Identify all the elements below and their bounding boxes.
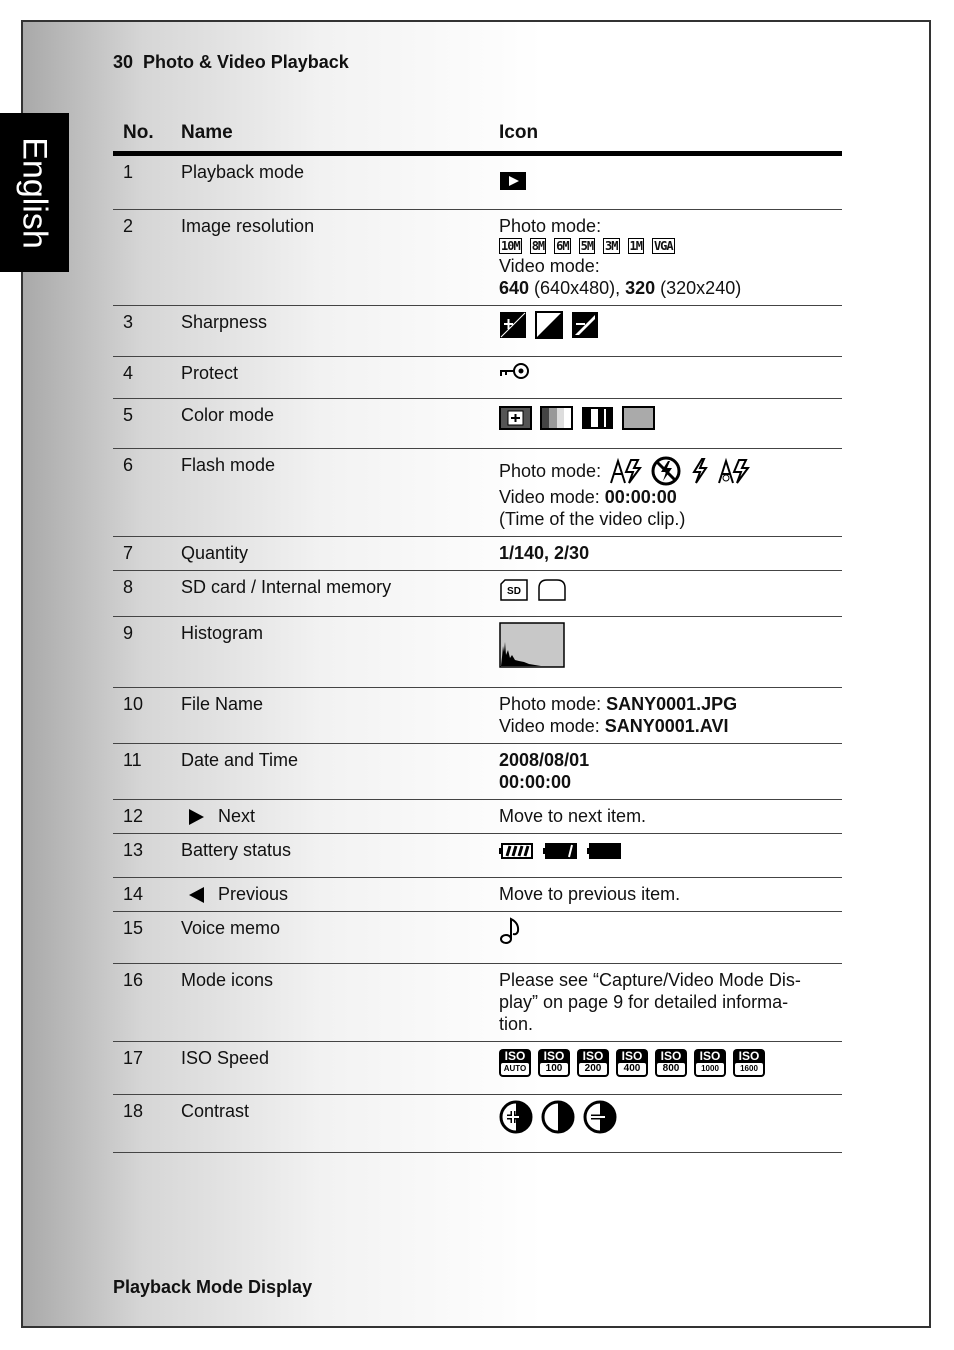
row-icon-cell [499,571,842,617]
filename-photo-value: SANY0001.JPG [606,694,738,714]
video-320-value: 320 [625,278,656,298]
mode-icons-desc-line: play” on page 9 for detailed informa- [499,992,789,1012]
iso-label: ISO [504,1049,526,1063]
row-number: 2 [113,210,171,306]
row-number: 11 [113,744,171,800]
flash-off-icon [651,456,681,486]
row-number: 12 [113,800,171,834]
iso-value: 100 [540,1063,568,1075]
resolution-vga-icon: VGA [653,239,673,253]
row-number: 16 [113,964,171,1042]
contrast-low-icon [583,1100,617,1134]
iso-auto-icon [499,1049,531,1077]
row-name: Mode icons [171,964,499,1042]
color-mode-sepia-icon [540,406,573,430]
resolution-8m-icon: 8M [531,239,545,253]
flash-auto-icon [609,457,643,485]
table-row [113,1042,842,1095]
table-row [113,834,842,878]
row-number: 8 [113,571,171,617]
voice-memo-icon [499,917,523,945]
row-icon-cell [499,1042,842,1095]
row-name: File Name [171,688,499,744]
sharpness-sharp-icon [499,311,527,339]
playback-mode-icon [499,171,527,191]
row-name: Contrast [171,1095,499,1153]
battery-full-icon [499,842,533,860]
table-row [113,617,842,688]
row-icon-cell [499,210,842,306]
mode-icons-desc-line: Please see “Capture/Video Mode Dis- [499,970,801,990]
photo-mode-label: Photo mode: [499,216,602,236]
row-icon-cell [499,912,842,964]
iso-800-icon [655,1049,687,1077]
video-resolution-text [499,277,836,299]
iso-value: 800 [657,1063,685,1075]
resolution-1m-icon: 1M [629,239,642,253]
row-icon-cell [499,834,842,878]
iso-label: ISO [543,1049,565,1063]
previous-description: Move to previous item. [499,878,842,912]
row-number: 17 [113,1042,171,1095]
table-row [113,800,842,834]
playback-display-table [113,118,842,1153]
row-name: Playback mode [171,154,499,210]
internal-memory-icon [537,578,567,602]
row-number: 1 [113,154,171,210]
row-name: Quantity [171,537,499,571]
time-value: 00:00:00 [499,772,572,792]
flash-red-eye-icon [717,457,751,485]
flash-video-mode-value: 00:00:00 [604,487,677,507]
row-name: Voice memo [171,912,499,964]
table-row [113,571,842,617]
row-number: 10 [113,688,171,744]
iso-label: ISO [582,1049,604,1063]
row-name-cell [171,878,499,912]
resolution-10m-icon: 10M [501,239,520,253]
row-name: Sharpness [171,306,499,357]
row-icon-cell [499,1095,842,1153]
row-name-cell [171,800,499,834]
next-arrow-icon [189,809,204,825]
sharpness-normal-icon [535,311,563,339]
next-description: Move to next item. [499,800,842,834]
row-icon-cell [499,399,842,449]
language-tab [0,113,69,272]
column-header-no: No. [113,118,171,154]
row-number: 6 [113,449,171,537]
row-number: 15 [113,912,171,964]
iso-100-icon [538,1049,570,1077]
iso-value: AUTO [501,1063,529,1075]
flash-video-mode-label: Video mode: [499,487,605,507]
video-mode-label: Video mode: [499,256,600,276]
row-name: Color mode [171,399,499,449]
table-row [113,399,842,449]
row-number: 18 [113,1095,171,1153]
table-row [113,537,842,571]
row-icon-cell [499,688,842,744]
resolution-6m-icon: 6M [556,239,569,253]
flash-on-icon [689,457,709,485]
row-name: Date and Time [171,744,499,800]
row-icon-cell [499,744,842,800]
filename-video-label: Video mode: [499,716,605,736]
row-name: Histogram [171,617,499,688]
filename-photo-label: Photo mode: [499,694,607,714]
histogram-icon [499,622,565,668]
iso-label: ISO [738,1049,760,1063]
iso-1000-icon [694,1049,726,1077]
column-header-name: Name [171,118,499,154]
video-640-desc: (640x480), [529,278,626,298]
resolution-5m-icon: 5M [580,239,594,253]
video-320-desc: (320x240) [655,278,742,298]
table-row [113,210,842,306]
iso-1600-icon [733,1049,765,1077]
color-mode-bw-icon [581,406,614,430]
row-name: SD card / Internal memory [171,571,499,617]
table-row [113,912,842,964]
resolution-3m-icon: 3M [605,239,618,253]
sharpness-soft-icon [571,311,599,339]
filename-video-value: SANY0001.AVI [604,716,729,736]
table-row [113,964,842,1042]
previous-arrow-icon [189,887,204,903]
iso-value: 1600 [735,1063,763,1075]
color-mode-normal-icon [622,406,655,430]
row-icon-cell [499,449,842,537]
row-name: Flash mode [171,449,499,537]
iso-400-icon [616,1049,648,1077]
row-icon-cell [499,617,842,688]
page-footer: Playback Mode Display [113,1277,313,1297]
table-row [113,1095,842,1153]
column-header-icon: Icon [499,118,842,154]
page-number: 30 [113,52,134,72]
row-number: 14 [113,878,171,912]
contrast-normal-icon [541,1100,575,1134]
quantity-value: 1/140, 2/30 [499,537,842,571]
section-title: Photo & Video Playback [143,52,349,72]
table-row [113,357,842,399]
row-name: Battery status [171,834,499,878]
row-name: Protect [171,357,499,399]
language-tab-label: English [15,137,54,249]
iso-value: 400 [618,1063,646,1075]
mode-icons-desc-line: tion. [499,1014,534,1034]
row-icon-cell [499,357,842,399]
row-icon-cell [499,154,842,210]
row-name: Previous [218,884,289,904]
table-row [113,449,842,537]
row-name: ISO Speed [171,1042,499,1095]
iso-label: ISO [699,1049,721,1063]
protect-key-icon [499,362,531,380]
table-header-row [113,118,842,154]
row-icon-cell [499,306,842,357]
row-number: 13 [113,834,171,878]
row-name: Image resolution [171,210,499,306]
table-row [113,744,842,800]
contrast-high-icon [499,1100,533,1134]
flash-video-note: (Time of the video clip.) [499,509,686,529]
battery-medium-icon [543,842,577,860]
row-number: 9 [113,617,171,688]
iso-label: ISO [621,1049,643,1063]
table-row [113,154,842,210]
row-number: 4 [113,357,171,399]
sd-card-icon [499,579,529,601]
iso-label: ISO [660,1049,682,1063]
flash-photo-mode-label: Photo mode: [499,461,602,481]
row-number: 5 [113,399,171,449]
table-row [113,878,842,912]
table-row [113,306,842,357]
row-icon-cell [499,964,842,1042]
date-value: 2008/08/01 [499,750,590,770]
color-mode-vivid-icon [499,406,532,430]
video-640-value: 640 [499,278,530,298]
row-number: 3 [113,306,171,357]
battery-low-icon [587,842,621,860]
page-header [113,52,349,73]
iso-200-icon [577,1049,609,1077]
table-row [113,688,842,744]
iso-value: 1000 [696,1063,724,1075]
sd-card-label: SD [507,586,521,597]
row-name: Next [218,806,256,826]
row-number: 7 [113,537,171,571]
iso-value: 200 [579,1063,607,1075]
